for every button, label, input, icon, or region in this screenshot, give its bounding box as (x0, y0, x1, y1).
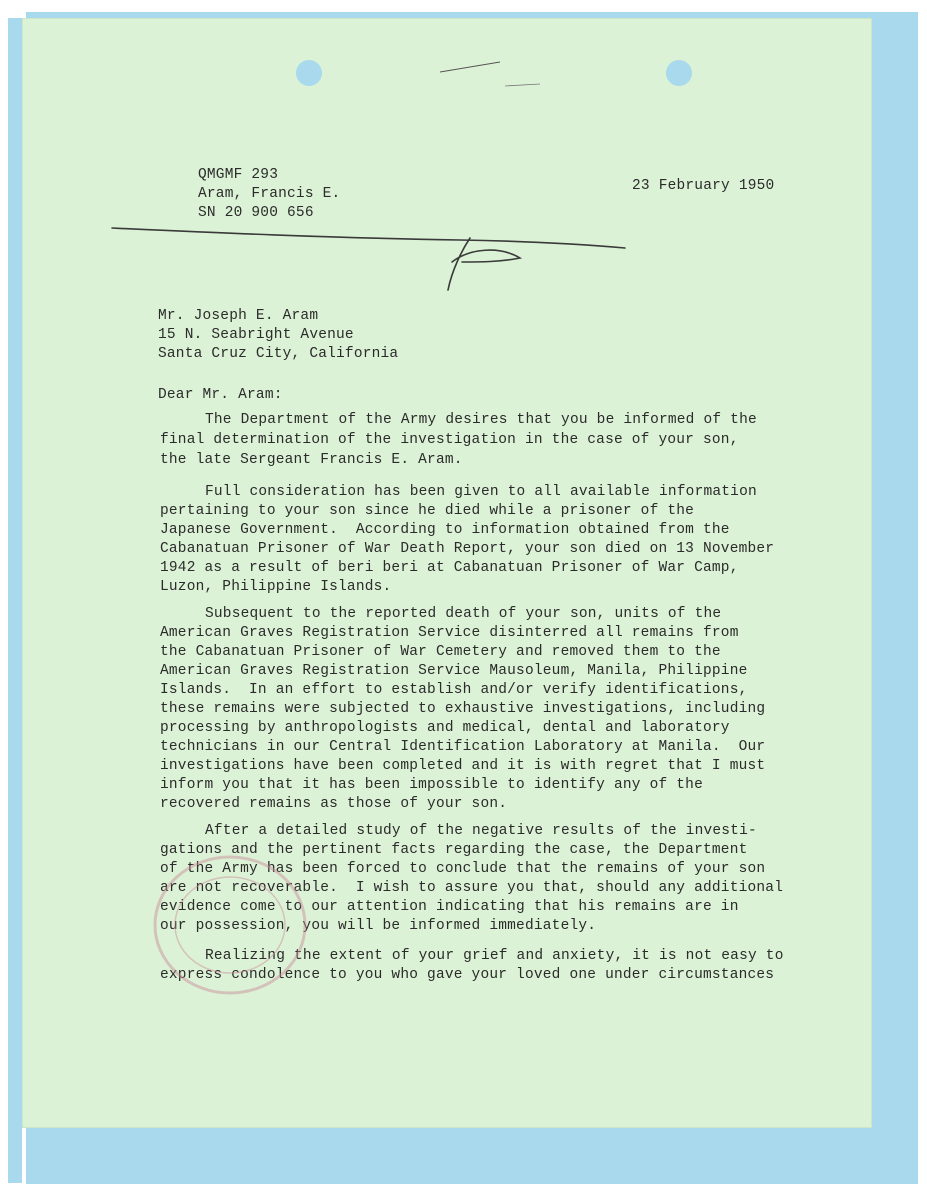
paragraph-line: Luzon, Philippine Islands. (160, 579, 392, 595)
blue-sheet-edge (8, 18, 22, 1183)
paragraph-line: Full consideration has been given to all available information (205, 484, 757, 500)
salutation: Dear Mr. Aram: (158, 387, 283, 403)
paragraph-line: these remains were subjected to exhaustive investigations, including (160, 701, 766, 717)
paragraph-line: 1942 as a result of beri beri at Cabanatuan Prisoner of War Camp, (160, 560, 739, 576)
paragraph-line: The Department of the Army desires that you be informed of the (205, 412, 757, 428)
paragraph-line: evidence come to our attention indicating that his remains are in (160, 899, 739, 915)
paragraph-line: the Cabanatuan Prisoner of War Cemetery and removed them to the (160, 644, 721, 660)
paragraph-line: Islands. In an effort to establish and/or verify identifications, (160, 682, 748, 698)
punch-hole-left (296, 60, 322, 86)
paragraph-line: final determination of the investigation in the case of your son, (160, 432, 739, 448)
paragraph-line: American Graves Registration Service Mausoleum, Manila, Philippine (160, 663, 748, 679)
paragraph-line: of the Army has been forced to conclude that the remains of your son (160, 861, 766, 877)
paragraph-line: inform you that it has been impossible to identify any of the (160, 777, 703, 793)
serial-number: SN 20 900 656 (198, 205, 314, 221)
punch-hole-right (666, 60, 692, 86)
paragraph-line: pertaining to your son since he died while a prisoner of the (160, 503, 695, 519)
file-reference: QMGMF 293 (198, 167, 279, 183)
paragraph-line: gations and the pertinent facts regarding the case, the Department (160, 842, 748, 858)
paragraph-line: express condolence to you who gave your loved one under circumstances (160, 967, 775, 983)
addressee-name: Mr. Joseph E. Aram (158, 308, 319, 324)
paragraph-line: our possession, you will be informed immediately. (160, 918, 597, 934)
paragraph-line: technicians in our Central Identification Laboratory at Manila. Our (160, 739, 766, 755)
letter-date: 23 February 1950 (632, 178, 775, 194)
paragraph-line: investigations have been completed and it is with regret that I must (160, 758, 766, 774)
paragraph-line: are not recoverable. I wish to assure you that, should any additional (160, 880, 784, 896)
paragraph-line: Realizing the extent of your grief and anxiety, it is not easy to (205, 948, 784, 964)
paragraph-line: recovered remains as those of your son. (160, 796, 508, 812)
paragraph-line: processing by anthropologists and medical, dental and laboratory (160, 720, 730, 736)
paragraph-line: Japanese Government. According to information obtained from the (160, 522, 730, 538)
paragraph-line: the late Sergeant Francis E. Aram. (160, 452, 463, 468)
paragraph-line: Cabanatuan Prisoner of War Death Report, your son died on 13 November (160, 541, 775, 557)
addressee-city: Santa Cruz City, California (158, 346, 399, 362)
paragraph-line: American Graves Registration Service disinterred all remains from (160, 625, 739, 641)
paragraph-line: After a detailed study of the negative results of the investi- (205, 823, 757, 839)
addressee-street: 15 N. Seabright Avenue (158, 327, 354, 343)
subject-name: Aram, Francis E. (198, 186, 341, 202)
paragraph-line: Subsequent to the reported death of your son, units of the (205, 606, 722, 622)
